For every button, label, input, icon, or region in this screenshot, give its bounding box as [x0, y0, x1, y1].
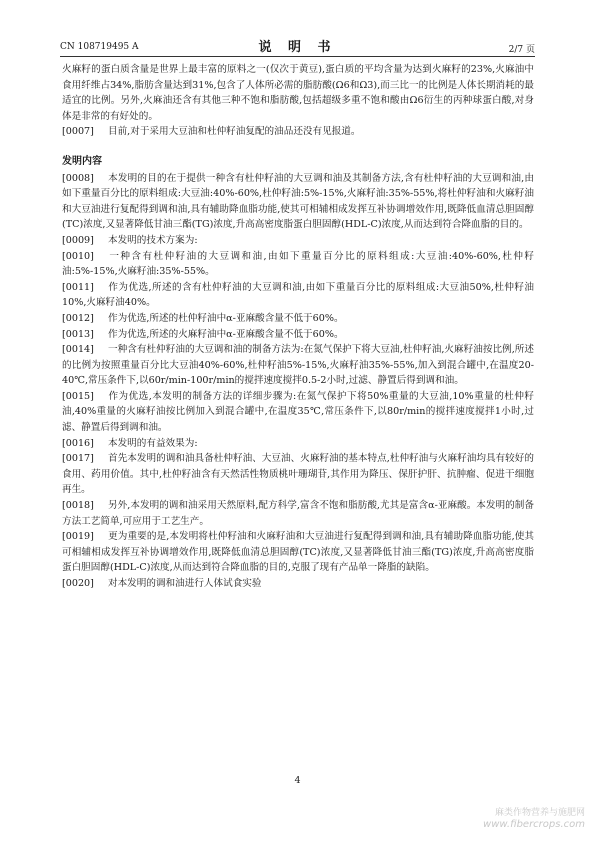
paragraph-number: [0013]	[62, 328, 94, 340]
paragraph-text: 对本发明的调和油进行人体试食实验	[108, 578, 262, 589]
watermark	[483, 808, 585, 830]
paragraph-number: [0008]	[62, 172, 94, 184]
paragraph-number: [0016]	[62, 437, 94, 449]
paragraph-0020	[62, 576, 534, 592]
page-indicator: 2/7 页	[508, 45, 535, 55]
paragraph-text: 作为优选,所述的含有杜仲籽油的大豆调和油,由如下重量百分比的原料组成:大豆油50%,杜仲籽油10%,火麻籽油40%。	[62, 281, 534, 309]
paragraph-number: [0011]	[62, 281, 94, 293]
paragraph-0019	[62, 529, 534, 576]
paragraph-list	[62, 171, 534, 592]
paragraph-0007	[62, 124, 534, 140]
continued-paragraph: 火麻籽的蛋白质含量是世界上最丰富的原料之一(仅次于黄豆),蛋白质的平均含量为达到火麻籽的23%,火麻油中食用纤维占34%,脂肪含量达到31%,包含了人体所必需的脂肪酸(Ω6和Ω3),而三比一的比例是人体长期消耗的最适宜的比例。另外,火麻油还含有其他三种不饱和脂肪酸,包括超级多重不饱和酸由Ω6衍生的丙种球蛋白酸,对身体是非常的有好处的。	[62, 64, 534, 122]
page-header	[60, 34, 535, 54]
paragraph-0018	[62, 498, 534, 529]
document-body	[62, 62, 534, 592]
paragraph-number: [0007]	[62, 126, 94, 138]
paragraph-text: 作为优选,所述的杜仲籽油中α-亚麻酸含量不低于60%。	[108, 312, 344, 324]
paragraph-text: 作为优选,所述的火麻籽油中α-亚麻酸含量不低于60%。	[108, 328, 344, 340]
page-number: 4	[294, 775, 301, 786]
paragraph-number: [0017]	[62, 453, 94, 465]
paragraph-text: 本发明的有益效果为:	[108, 437, 198, 449]
paragraph-number: [0009]	[62, 234, 94, 246]
paragraph-text: 一种含有杜仲籽油的大豆调和油,由如下重量百分比的原料组成:大豆油:40%-60%,杜仲籽油:5%-15%,火麻籽油:35%-55%。	[62, 250, 534, 278]
paragraph-0008	[62, 171, 534, 233]
paragraph-number: [0020]	[62, 578, 94, 589]
paragraph-text: 作为优选,本发明的制备方法的详细步骤为:在氮气保护下将50%重量的大豆油,10%重量的杜仲籽油,40%重量的火麻籽油按比例加入到混合罐中,在温度35℃,常压条件下,以80r/min的搅拌速度搅拌1小时,过滤、静置后得到调和油。	[62, 390, 534, 434]
page-title: 说 明 书	[258, 40, 337, 55]
paragraph-number: [0019]	[62, 531, 94, 543]
paragraph-text: 另外,本发明的调和油采用天然原料,配方科学,富含不饱和脂肪酸,尤其是富含α-亚麻酸。本发明的制备方法工艺简单,可应用于工艺生产。	[62, 500, 534, 527]
paragraph-0012	[62, 311, 534, 327]
paragraph-number: [0014]	[62, 344, 94, 356]
document-number: CN 108719495 A	[60, 42, 139, 52]
paragraph-text: 目前,对于采用大豆油和杜仲籽油复配的油品还没有见报道。	[108, 126, 361, 138]
paragraph-0010	[62, 249, 534, 280]
paragraph-0009	[62, 233, 534, 249]
paragraph-0015	[62, 389, 534, 436]
paragraph-0011	[62, 280, 534, 311]
paragraph-text: 本发明的技术方案为:	[108, 234, 198, 246]
paragraph-number: [0010]	[62, 250, 94, 262]
paragraph-number: [0012]	[62, 312, 94, 324]
paragraph-number: [0018]	[62, 500, 94, 512]
paragraph-text: 本发明的目的在于提供一种含有杜仲籽油的大豆调和油及其制备方法,含有杜仲籽油的大豆调和油,由如下重量百分比的原料组成:大豆油:40%-60%,杜仲籽油:5%-15%,火麻籽油:35%-55%,将杜仲籽油和火麻籽油和大豆油进行复配得到调和油,具有辅助降血脂功能,使其可相辅相成发挥互补协调增效作用,既降低血清总胆固醇(TC)浓度,又显著降低甘油三酯(TG)浓度,升高高密度脂蛋白胆固醇(HDL-C)浓度,从而达到符合降血脂的目的。	[62, 172, 534, 231]
watermark-title: 麻类作物营养与施肥网	[494, 808, 585, 818]
paragraph-number: [0015]	[62, 390, 94, 402]
paragraph-text: 更为重要的是,本发明将杜仲籽油和火麻籽油和大豆油进行复配得到调和油,具有辅助降血脂功能,使其可相辅相成发挥互补协调增效作用,既降低血清总胆固醇(TC)浓度,又显著降低甘油三酯(TG)浓度,升高高密度脂蛋白胆固醇(HDL-C)浓度,从而达到符合降血脂的目的,克服了现有产品单一降脂的缺陷。	[62, 531, 534, 574]
paragraph-text: 首先本发明的调和油具备杜仲籽油、大豆油、火麻籽油的基本特点,杜仲籽油与火麻籽油均具有较好的食用、药用价值。其中,杜仲籽油含有天然活性物质桃叶珊瑚苷,其作用为降压、保肝护肝、抗肿瘤、促进干细胞再生。	[62, 453, 534, 496]
watermark-url: www.fibercrops.com	[483, 819, 585, 830]
section-heading: 发明内容	[62, 155, 102, 167]
paragraph-0013	[62, 327, 534, 343]
paragraph-0016	[62, 436, 534, 452]
header-divider	[60, 56, 535, 57]
paragraph-0014	[62, 342, 534, 389]
paragraph-0017	[62, 451, 534, 498]
paragraph-text: 一种含有杜仲籽油的大豆调和油的制备方法为:在氮气保护下将大豆油,杜仲籽油,火麻籽油按比例,所述的比例为按照重量百分比大豆油40%-60%,杜仲籽油5%-15%,火麻籽油35%-55%,加入到混合罐中,在温度20-40℃,常压条件下,以60r/min-100r/min的搅拌速度搅拌0.5-2小时,过滤、静置后得到调和油。	[62, 344, 534, 387]
